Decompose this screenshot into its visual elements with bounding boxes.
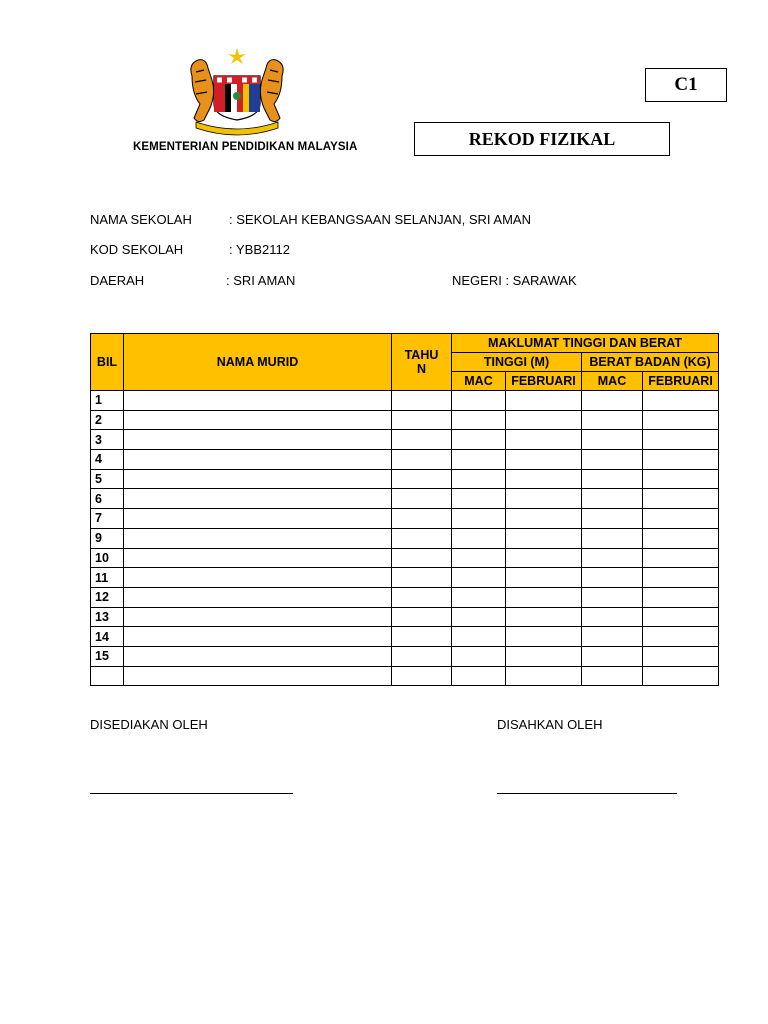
table-cell — [392, 528, 452, 548]
district-value: : SRI AMAN — [226, 273, 296, 288]
table-cell — [643, 666, 719, 686]
col-header-height-weight: MAKLUMAT TINGGI DAN BERAT — [452, 334, 719, 353]
table-cell — [643, 430, 719, 450]
table-cell — [124, 410, 392, 430]
table-cell — [582, 568, 643, 588]
prepared-by-label: DISEDIAKAN OLEH — [90, 717, 208, 732]
school-code-label: KOD SEKOLAH — [90, 242, 184, 257]
row-number-cell: 15 — [91, 646, 124, 666]
table-row — [91, 646, 719, 666]
table-row — [91, 469, 719, 489]
table-cell — [643, 391, 719, 411]
physical-record-table — [90, 333, 719, 686]
table-cell — [506, 568, 582, 588]
table-cell — [582, 469, 643, 489]
table-cell — [582, 587, 643, 607]
table-cell — [452, 568, 506, 588]
col-header-year: TAHU N — [392, 334, 452, 391]
col-header-height-mac: MAC — [452, 372, 506, 391]
table-cell — [582, 391, 643, 411]
table-cell — [506, 410, 582, 430]
table-cell — [643, 607, 719, 627]
table-cell — [506, 391, 582, 411]
table-cell — [506, 489, 582, 509]
table-cell — [643, 528, 719, 548]
table-cell — [124, 607, 392, 627]
table-row — [91, 391, 719, 411]
table-cell — [452, 548, 506, 568]
table-cell — [643, 509, 719, 529]
district-label: DAERAH — [90, 273, 145, 288]
table-cell — [506, 469, 582, 489]
table-cell — [392, 391, 452, 411]
table-cell — [392, 410, 452, 430]
table-row — [91, 450, 719, 470]
table-cell — [582, 528, 643, 548]
row-number-cell: 1 — [91, 391, 124, 411]
approved-by-signature-line — [497, 793, 677, 794]
col-header-weight: BERAT BADAN (KG) — [582, 353, 719, 372]
table-row — [91, 607, 719, 627]
table-cell — [124, 430, 392, 450]
table-cell — [582, 646, 643, 666]
table-cell — [452, 607, 506, 627]
table-cell — [582, 607, 643, 627]
table-cell — [392, 489, 452, 509]
table-cell — [643, 627, 719, 647]
row-number-cell: 4 — [91, 450, 124, 470]
table-cell — [124, 469, 392, 489]
table-cell — [506, 666, 582, 686]
table-cell — [124, 627, 392, 647]
table-cell — [506, 646, 582, 666]
table-row — [91, 548, 719, 568]
row-number-cell: 7 — [91, 509, 124, 529]
table-row — [91, 489, 719, 509]
table-cell — [452, 528, 506, 548]
table-cell — [452, 646, 506, 666]
form-code-box: C1 — [645, 68, 727, 102]
table-row — [91, 430, 719, 450]
table-cell — [582, 666, 643, 686]
table-cell — [452, 410, 506, 430]
table-cell — [124, 528, 392, 548]
table-cell — [582, 627, 643, 647]
table-cell — [506, 587, 582, 607]
col-header-height-feb: FEBRUARI — [506, 372, 582, 391]
table-cell — [506, 627, 582, 647]
row-number-cell: 12 — [91, 587, 124, 607]
table-cell — [124, 450, 392, 470]
row-number-cell: 11 — [91, 568, 124, 588]
table-cell — [582, 548, 643, 568]
table-cell — [643, 646, 719, 666]
school-name-label: NAMA SEKOLAH — [90, 212, 192, 227]
table-cell — [643, 469, 719, 489]
table-cell — [124, 587, 392, 607]
malaysia-coat-of-arms-emblem — [182, 46, 292, 136]
table-cell — [392, 469, 452, 489]
row-number-cell: 2 — [91, 410, 124, 430]
table-cell — [124, 509, 392, 529]
col-header-weight-mac: MAC — [582, 372, 643, 391]
row-number-cell: 3 — [91, 430, 124, 450]
state-value: NEGERI : SARAWAK — [452, 273, 577, 288]
table-cell — [392, 607, 452, 627]
table-cell — [392, 646, 452, 666]
table-row — [91, 568, 719, 588]
table-cell — [392, 587, 452, 607]
table-cell — [643, 548, 719, 568]
table-cell — [392, 548, 452, 568]
row-number-cell: 6 — [91, 489, 124, 509]
table-cell — [124, 391, 392, 411]
table-cell — [452, 430, 506, 450]
col-header-name: NAMA MURID — [124, 334, 392, 391]
table-cell — [124, 568, 392, 588]
table-cell — [392, 666, 452, 686]
table-cell — [452, 450, 506, 470]
table-cell — [124, 646, 392, 666]
table-cell — [452, 666, 506, 686]
table-cell — [582, 489, 643, 509]
table-cell — [643, 410, 719, 430]
table-row — [91, 509, 719, 529]
table-cell — [452, 469, 506, 489]
table-cell — [582, 430, 643, 450]
table-cell — [124, 666, 392, 686]
row-number-cell: 10 — [91, 548, 124, 568]
table-cell — [643, 568, 719, 588]
school-code-value: : YBB2112 — [229, 242, 290, 257]
prepared-by-signature-line — [90, 793, 293, 794]
table-row — [91, 666, 719, 686]
row-number-cell: 5 — [91, 469, 124, 489]
table-cell — [392, 430, 452, 450]
col-header-weight-feb: FEBRUARI — [643, 372, 719, 391]
table-cell — [506, 548, 582, 568]
approved-by-label: DISAHKAN OLEH — [497, 717, 603, 732]
table-cell — [643, 450, 719, 470]
ministry-name: KEMENTERIAN PENDIDIKAN MALAYSIA — [133, 141, 358, 153]
table-cell — [582, 410, 643, 430]
table-cell — [452, 391, 506, 411]
record-table-body — [91, 391, 719, 686]
table-cell — [582, 509, 643, 529]
table-row — [91, 410, 719, 430]
table-cell — [392, 509, 452, 529]
table-cell — [506, 607, 582, 627]
row-number-cell: 9 — [91, 528, 124, 548]
table-cell — [643, 489, 719, 509]
table-cell — [124, 489, 392, 509]
table-row — [91, 587, 719, 607]
table-cell — [452, 489, 506, 509]
col-header-height: TINGGI (M) — [452, 353, 582, 372]
table-cell — [506, 430, 582, 450]
row-number-cell: 14 — [91, 627, 124, 647]
table-cell — [506, 509, 582, 529]
table-cell — [452, 587, 506, 607]
school-name-value: : SEKOLAH KEBANGSAAN SELANJAN, SRI AMAN — [229, 212, 531, 227]
table-cell — [506, 528, 582, 548]
table-cell — [392, 450, 452, 470]
table-row — [91, 627, 719, 647]
table-cell — [392, 568, 452, 588]
table-cell — [506, 450, 582, 470]
col-header-bil: BIL — [91, 334, 124, 391]
row-number-cell: 13 — [91, 607, 124, 627]
table-cell — [452, 627, 506, 647]
table-cell — [124, 548, 392, 568]
table-row — [91, 528, 719, 548]
table-cell — [452, 509, 506, 529]
table-cell — [582, 450, 643, 470]
table-cell — [392, 627, 452, 647]
table-cell — [643, 587, 719, 607]
row-number-cell — [91, 666, 124, 686]
form-title: REKOD FIZIKAL — [414, 122, 670, 156]
